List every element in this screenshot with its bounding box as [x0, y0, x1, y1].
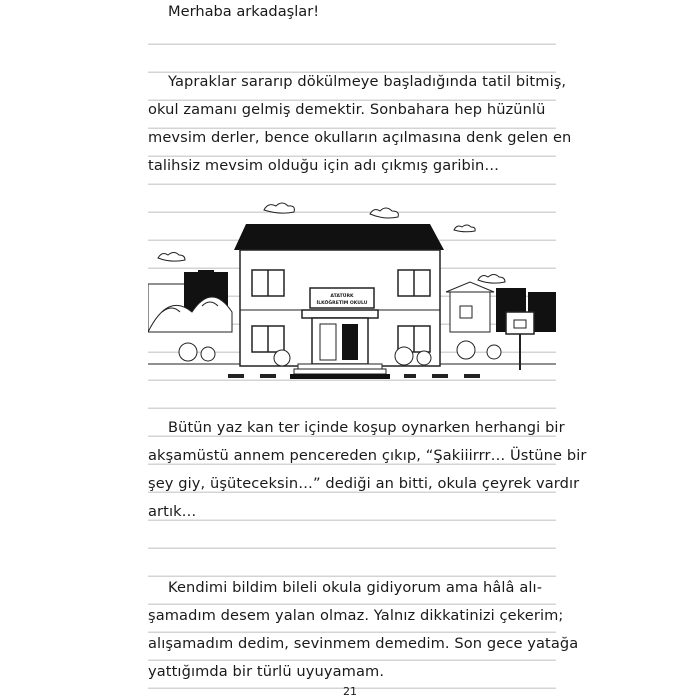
paragraph-line: Kendimi bildim bileli okula gidiyorum ama hâlâ alı-: [168, 579, 543, 596]
paragraph-1: [148, 68, 572, 180]
background-buildings-right: [446, 282, 556, 332]
paragraph-line: talihsiz mevsim olduğu için adı çıkmış garibin…: [148, 157, 500, 174]
paragraph-line: mevsim derler, bence okulların açılmasına denk gelen en: [148, 129, 572, 146]
background-buildings-left: [148, 270, 232, 332]
greeting-line: Merhaba arkadaşlar!: [168, 3, 320, 20]
basketball-hoop-icon: [506, 312, 534, 370]
paragraph-line: şey giy, üşüteceksin…” dediği an bitti, okula çeyrek vardır: [148, 475, 580, 492]
paragraph-line: artık…: [148, 503, 197, 520]
school-building-illustration: [148, 192, 556, 388]
school-sign-line1: ATATÜRK: [330, 294, 354, 299]
paragraph-line: şamadım desem yalan olmaz. Yalnız dikkatinizi çekerim;: [148, 607, 564, 624]
paragraph-line: alışamadım dedim, sevinmem demedim. Son gece yatağa: [148, 635, 579, 652]
paragraph-3: [148, 574, 579, 686]
paragraph-line: yattığımda bir türlü uyuyamam.: [148, 663, 385, 680]
paragraph-2: [148, 414, 587, 526]
paragraph-line: Bütün yaz kan ter içinde koşup oynarken herhangi bir: [168, 419, 565, 436]
paragraph-line: okul zamanı gelmiş demektir. Sonbahara hep hüzünlü: [148, 101, 546, 118]
school-sign-line2: İLKÖĞRETİM OKULU: [316, 301, 368, 306]
paragraph-line: Yapraklar sararıp dökülmeye başladığında tatil bitmiş,: [168, 73, 567, 90]
page-number: 21: [343, 685, 357, 698]
paragraph-line: akşamüstü annem pencereden çıkıp, “Şakiiirrr… Üstüne bir: [148, 447, 587, 464]
